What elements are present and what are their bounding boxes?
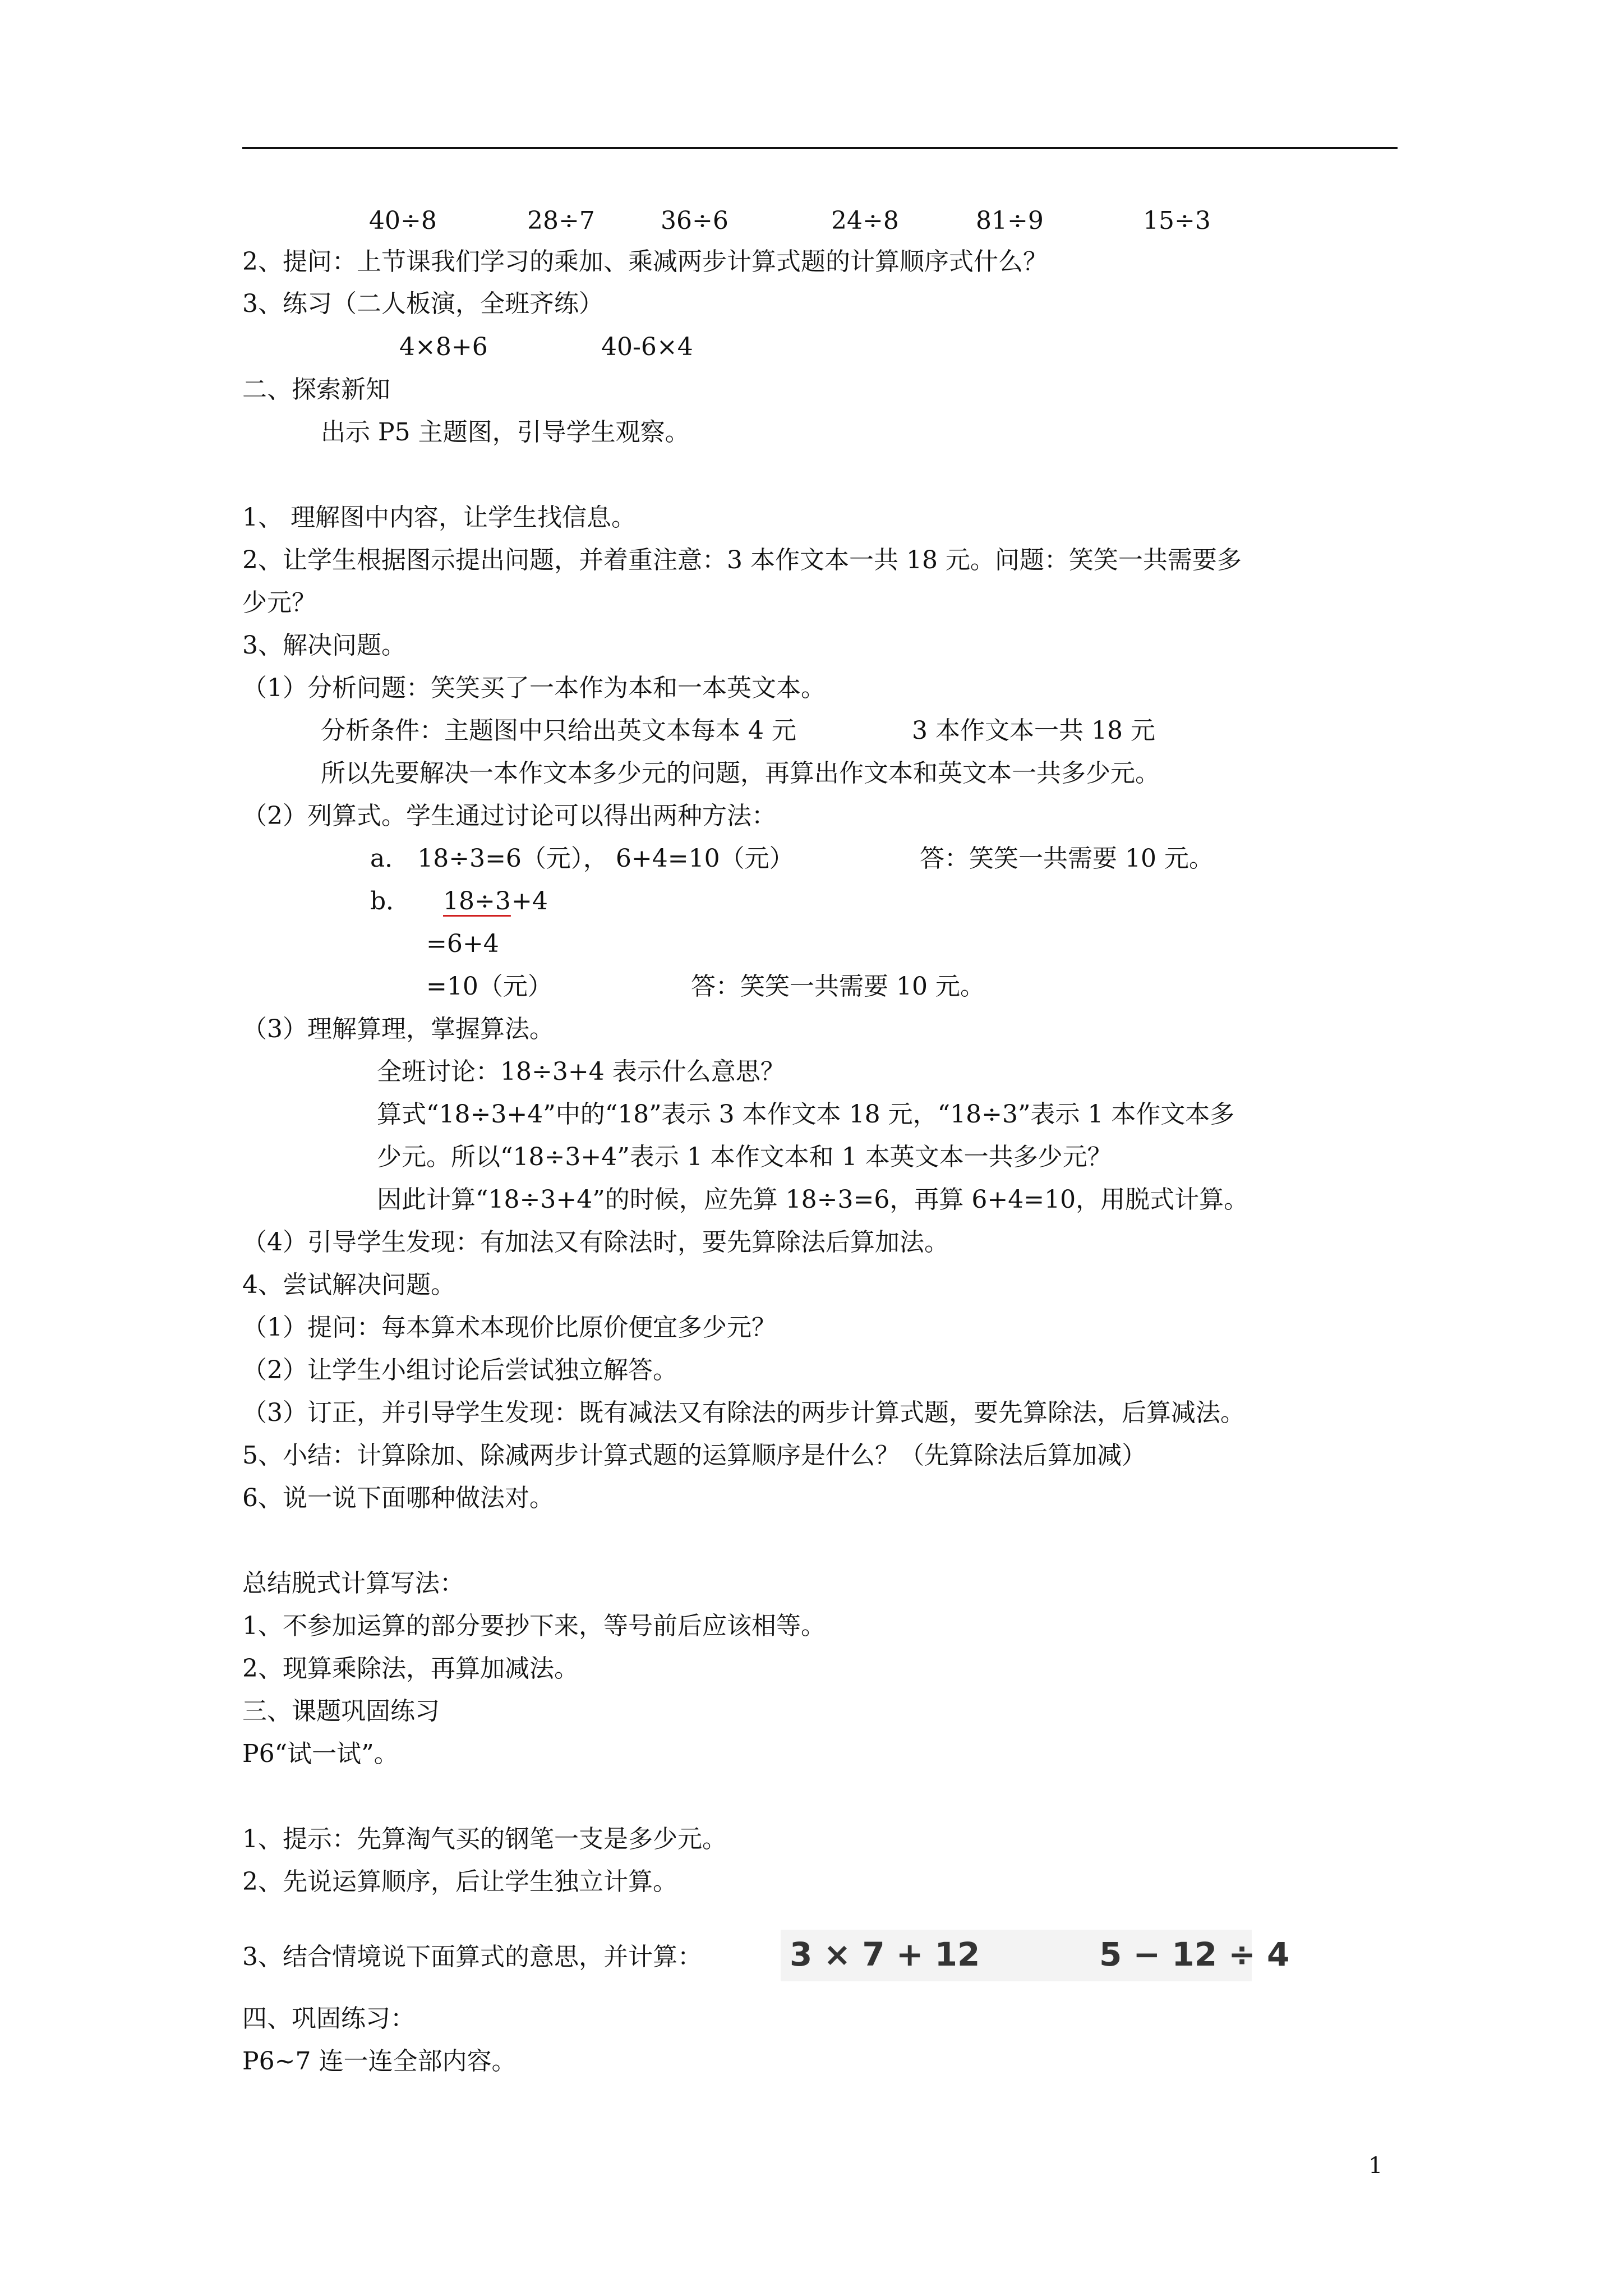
- text-line: 因此计算“18÷3+4”的时候，应先算 18÷3=6，再算 6+4=10，用脱式计算。: [377, 1185, 1249, 1214]
- section-heading: 四、巩固练习：: [242, 2004, 415, 2033]
- section-heading: 二、探索新知: [242, 375, 390, 404]
- text-line: 1、提示：先算淘气买的钢笔一支是多少元。: [242, 1825, 727, 1853]
- text-line: 5、小结：计算除加、除减两步计算式题的运算顺序是什么？（先算除法后算加减）: [242, 1441, 1146, 1470]
- exercise-expression: 40-6×4: [601, 333, 693, 361]
- text-line: 3 本作文本一共 18 元: [912, 716, 1155, 745]
- expression-2: 5 − 12 ÷ 4: [1099, 1935, 1290, 1973]
- page-number: 1: [1368, 2153, 1383, 2179]
- method-b-step: =10（元）: [426, 972, 552, 1001]
- text-line: 出示 P5 主题图，引导学生观察。: [321, 418, 690, 447]
- text-line: 所以先要解决一本作文本多少元的问题，再算出作文本和英文本一共多少元。: [321, 759, 1160, 788]
- text-line: 4、尝试解决问题。: [242, 1271, 455, 1299]
- text-line: （1）分析问题：笑笑买了一本作为本和一本英文本。: [242, 674, 826, 702]
- text-line: 少元？: [242, 588, 316, 617]
- warmup-item: 36÷6: [661, 206, 728, 235]
- section-heading: 三、课题巩固练习: [242, 1697, 440, 1726]
- text-line: （2）列算式。学生通过讨论可以得出两种方法：: [242, 802, 776, 830]
- text-line: 3、练习（二人板演，全班齐练）: [242, 289, 603, 318]
- text-line: 总结脱式计算写法：: [242, 1569, 464, 1598]
- text-line: 分析条件：主题图中只给出英文本每本 4 元: [321, 716, 796, 745]
- text-line: 2、让学生根据图示提出问题，并着重注意：3 本作文本一共 18 元。问题：笑笑一共需要多: [242, 546, 1242, 574]
- answer-a: 答：笑笑一共需要 10 元。: [920, 844, 1214, 873]
- text-line: （4）引导学生发现：有加法又有除法时，要先算除法后算加法。: [242, 1228, 949, 1257]
- method-b-label: b．: [370, 887, 411, 915]
- text-line: 2、先说运算顺序，后让学生独立计算。: [242, 1867, 677, 1896]
- text-line: 3、解决问题。: [242, 631, 406, 660]
- text-line: （3）订正，并引导学生发现：既有减法又有除法的两步计算式题，要先算除法，后算减法。: [242, 1398, 1245, 1427]
- expression-1: 3 × 7 + 12: [790, 1935, 980, 1973]
- text-line: P6“试一试”。: [242, 1740, 399, 1768]
- text-line: 2、现算乘除法，再算加减法。: [242, 1654, 579, 1683]
- text-line: P6~7 连一连全部内容。: [242, 2047, 517, 2076]
- text-line: 1、不参加运算的部分要抄下来，等号前后应该相等。: [242, 1612, 826, 1640]
- method-b-step: =6+4: [426, 930, 499, 958]
- method-b-underlined: 18÷3: [443, 887, 511, 915]
- text-line: 2、提问：上节课我们学习的乘加、乘减两步计算式题的计算顺序式什么？: [242, 247, 1048, 276]
- text-line: 算式“18÷3+4”中的“18”表示 3 本作文本 18 元，“18÷3”表示 1 本作文本多: [377, 1100, 1235, 1129]
- text-line: 全班讨论：18÷3+4 表示什么意思？: [377, 1057, 785, 1086]
- text-line: 少元。所以“18÷3+4”表示 1 本作文本和 1 本英文本一共多少元？: [377, 1143, 1112, 1171]
- method-a: a． 18÷3=6（元）， 6+4=10（元）: [370, 844, 794, 873]
- warmup-item: 15÷3: [1143, 206, 1211, 235]
- warmup-item: 40÷8: [369, 206, 437, 235]
- method-b-rest: +4: [511, 887, 548, 915]
- warmup-item: 28÷7: [527, 206, 595, 235]
- text-line: 1、 理解图中内容，让学生找信息。: [242, 503, 636, 532]
- warmup-item: 81÷9: [976, 206, 1044, 235]
- text-line: （1）提问：每本算术本现价比原价便宜多少元？: [242, 1313, 776, 1342]
- text-line: （3）理解算理，掌握算法。: [242, 1015, 554, 1043]
- text-line: （2）让学生小组讨论后尝试独立解答。: [242, 1356, 677, 1384]
- exercise-expression: 4×8+6: [399, 333, 488, 361]
- text-line: 6、说一说下面哪种做法对。: [242, 1484, 554, 1512]
- answer-b: 答：笑笑一共需要 10 元。: [691, 972, 985, 1001]
- header-rule: [242, 147, 1398, 149]
- text-line: 3、结合情境说下面算式的意思，并计算：: [242, 1943, 702, 1971]
- warmup-item: 24÷8: [831, 206, 899, 235]
